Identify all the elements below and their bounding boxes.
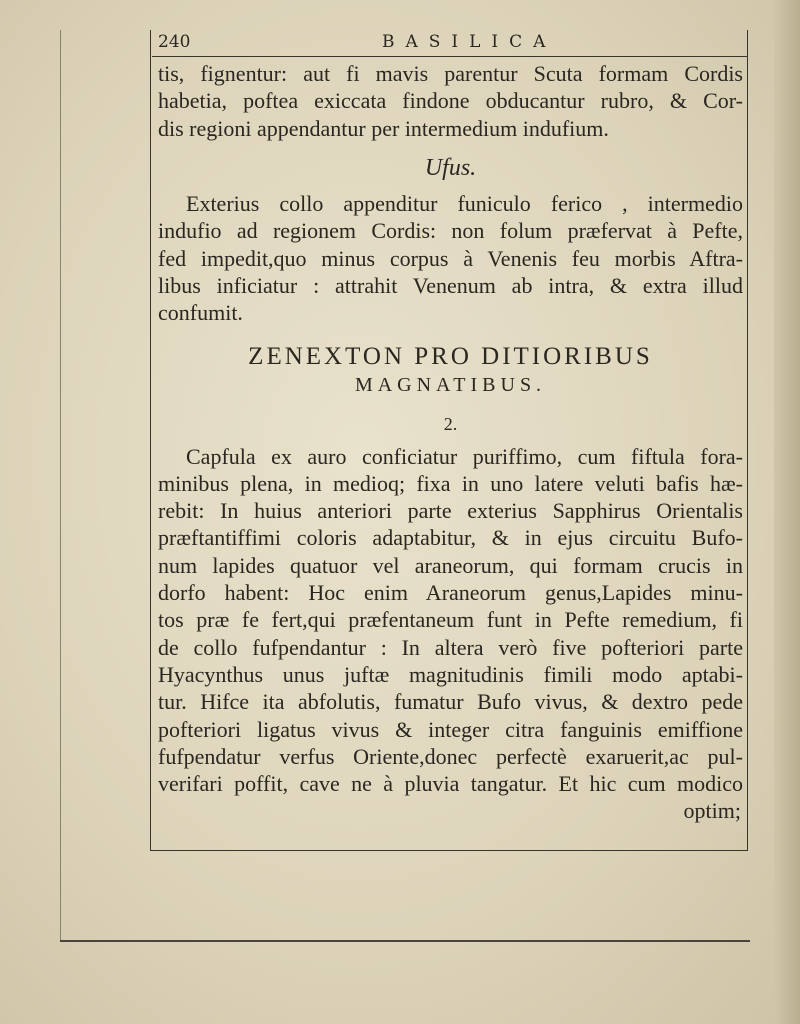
running-head: BASILICA [382,32,557,52]
text-line: tos præ fe fert,qui præfentaneum funt in Pefte remedium, fi [158,607,743,633]
text-line: tur. Hifce ita abfolutis, fumatur Bufo vivus, & dextro pede [158,689,743,715]
text-line: fed impedit,quo minus corpus à Venenis feu morbis Aftra- [158,245,743,271]
text-line: habetia, poftea exiccata findone obducantur rubro, & Cor- [158,88,743,114]
text-line: fufpendatur verfus Oriente,donec perfectè exaruerit,ac pul- [158,743,743,769]
left-margin-rule [150,30,151,850]
text-line: minibus plena, in medioq; fixa in uno latere veluti bafis hæ- [158,470,743,496]
text-line: Exterius collo appenditur funiculo ferico , intermedio [186,191,743,217]
text-line: præftantiffimi coloris adaptabitur, & in ejus circuitu Bufo- [158,525,743,551]
section-subtitle: MAGNATIBUS. [354,373,547,396]
text-line: libus inficiatur : attrahit Venenum ab intra, & extra illud [158,273,743,299]
text-line: dis regioni appendantur per intermedium indufium. [158,115,609,141]
page-number: 240 [158,32,191,52]
text-line: confumit. [158,300,243,326]
text-line: verifari poffit, cave ne à pluvia tangatur. Et hic cum modico [158,771,743,797]
text-line: de collo fufpendantur : In altera verò five pofteriori parte [158,634,743,660]
text-line: Hyacynthus unus juftæ magnitudinis fimili modo aptabi- [158,661,743,687]
section-number: 2. [443,414,458,435]
text-line: indufio ad regionem Cordis: non folum præfervat à Pefte, [158,218,743,244]
outer-left-rule [60,30,61,940]
text-line: tis, fignentur: aut fi mavis parentur Scuta formam Cordis [158,61,743,86]
body-text [158,60,743,825]
bottom-margin-rule [150,850,748,851]
text-line: rebit: In huius anteriori parte exterius Sapphirus Orientalis [158,498,743,524]
right-margin-rule [747,30,748,850]
catchword: optim; [683,798,741,824]
section-title: ZENEXTON PRO DITIORIBUS [248,342,653,370]
text-line: Capfula ex auro conficiatur puriffimo, cum fiftula fora- [186,443,743,469]
page-edge [774,0,800,1024]
page-header [152,30,748,57]
usus-heading: Ufus. [424,154,477,181]
text-line: pofteriori ligatus vivus & integer citra fanguinis emiffione [158,716,743,742]
lower-rule [60,940,750,942]
text-line: dorfo habent: Hoc enim Araneorum genus,Lapides minu- [158,580,743,606]
text-line: num lapides quatuor vel araneorum, qui formam crucis in [158,552,743,578]
